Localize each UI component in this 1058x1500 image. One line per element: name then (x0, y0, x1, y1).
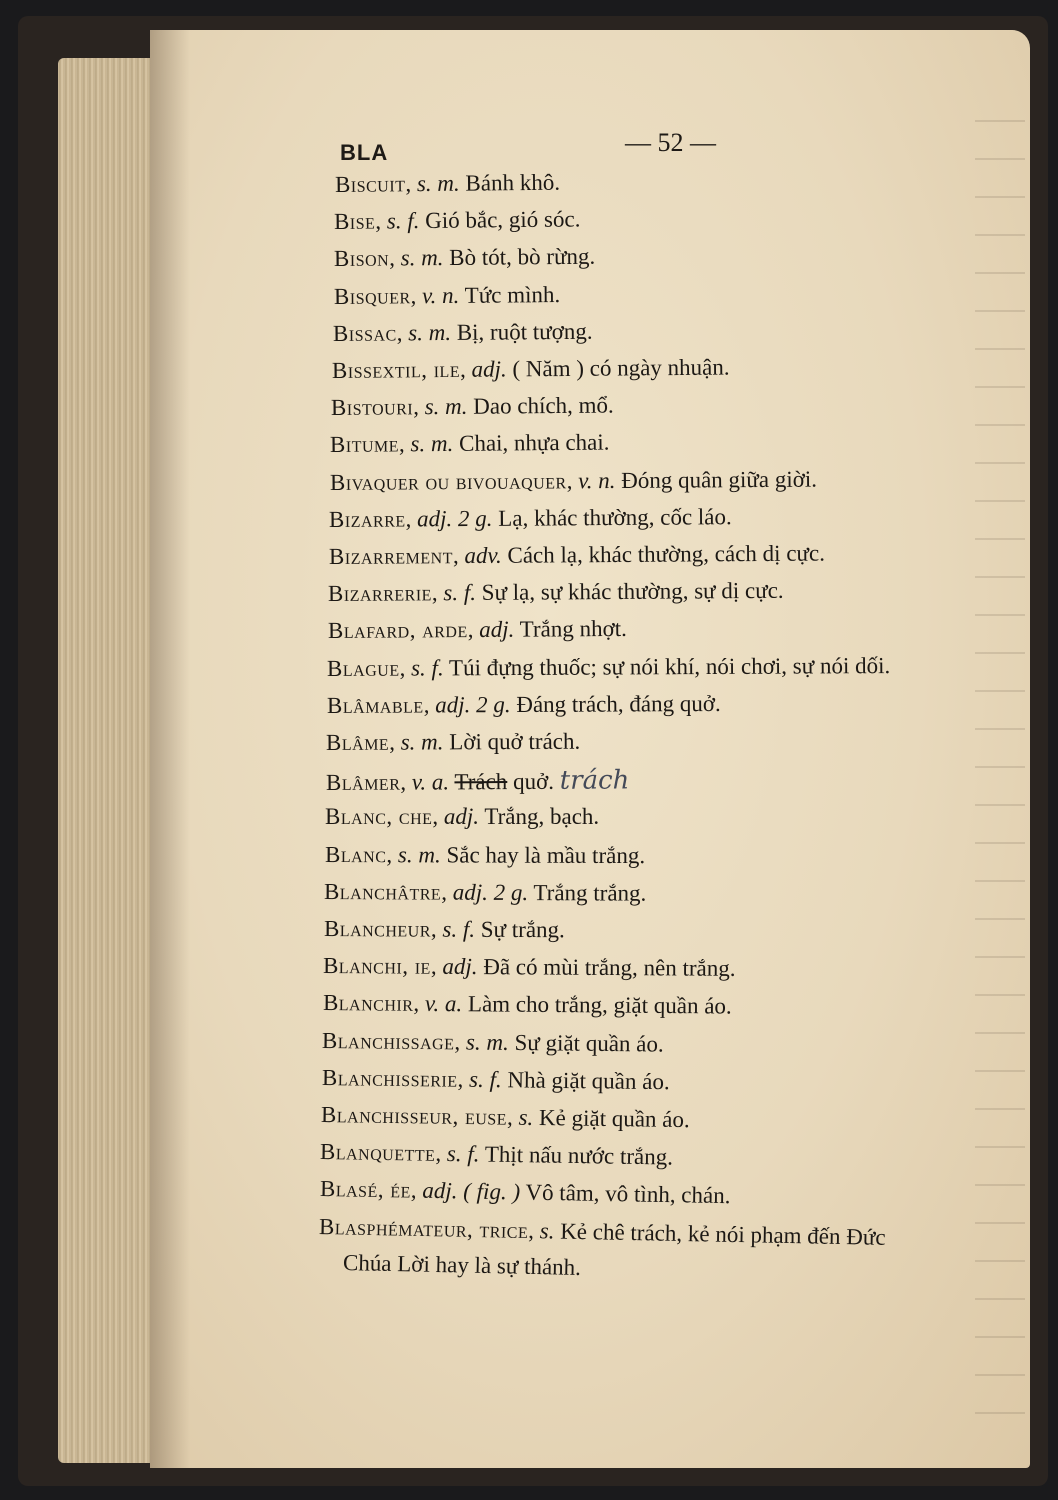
dictionary-entry: Blâmable, adj. 2 g. Đáng trách, đáng quở. (326, 690, 721, 718)
entry-grammar: adj. (443, 804, 480, 830)
dictionary-entry: Bizarrement, adv. Cách lạ, khác thường, cách dị cực. (328, 540, 825, 569)
dictionary-entry: Blâmer, v. a. Trách quở. trách (325, 765, 630, 796)
entry-definition: ( Năm ) có ngày nhuận. (512, 354, 730, 382)
entry-definition: Đóng quân giữa giời. (621, 466, 818, 493)
entry-grammar: s. f. (446, 1141, 480, 1167)
entry-headword: Blâme (325, 729, 390, 755)
dictionary-entry: Blanchisserie, s. f. Nhà giặt quần áo. (321, 1064, 670, 1095)
entry-grammar: adj. (479, 617, 515, 643)
running-header: BLA (340, 140, 389, 165)
entry-grammar: s. (518, 1104, 534, 1130)
dictionary-entry: Blanchâtre, adj. 2 g. Trắng trắng. (323, 878, 647, 906)
entry-headword: Blancheur (323, 916, 432, 942)
entry-grammar: s. m. (408, 319, 452, 346)
entry-definition: Dao chích, mổ. (473, 392, 614, 419)
dictionary-entry: Blanchir, v. a. Làm cho trắng, giặt quần áo. (322, 990, 732, 1019)
entry-definition: Tức mình. (464, 281, 561, 308)
dictionary-entry: Bitume, s. m. Chai, nhựa chai. (329, 429, 610, 458)
entry-definition: Lời quở trách. (449, 728, 581, 755)
entry-continuation: Chúa Lời hay là sự thánh. (342, 1249, 582, 1280)
entry-headword: Blanc (324, 841, 387, 867)
entry-grammar: s. m. (424, 393, 468, 420)
entry-definition: Trắng trắng. (533, 879, 647, 906)
entry-definition: Sắc hay là mầu trắng. (446, 842, 646, 868)
entry-headword: Blâmer (325, 769, 401, 796)
entry-grammar: s. m. (416, 170, 460, 197)
entry-definition: Cách lạ, khác thường, cách dị cực. (507, 540, 825, 568)
entry-definition: Đáng trách, đáng quở. (516, 690, 721, 717)
dictionary-entry: Bissac, s. m. Bị, ruột tượng. (332, 318, 593, 346)
entry-grammar: adj. (471, 356, 507, 382)
page-number: — 52 — (625, 128, 716, 157)
entry-headword: Blanchissage (321, 1027, 455, 1054)
entry-grammar: s. m. (400, 245, 444, 271)
dictionary-entry: Bissextil, ile, adj. ( Năm ) có ngày nhuận. (331, 354, 730, 383)
entry-headword: Blasé, ée (319, 1176, 412, 1203)
entry-grammar: v. a. (424, 991, 463, 1017)
entry-definition: Lạ, khác thường, cốc láo. (498, 503, 732, 531)
entry-definition: Làm cho trắng, giặt quần áo. (467, 991, 732, 1019)
entry-definition: quở. (512, 768, 555, 795)
entry-definition: Trắng, bạch. (484, 804, 600, 830)
entry-headword: Bissextil, ile (331, 356, 461, 383)
dictionary-entry: Blanchi, ie, adj. Đã có mùi trắng, nên trắng. (322, 953, 736, 982)
entry-grammar: v. a. (411, 769, 450, 795)
struck-word: Trách (454, 769, 508, 795)
dictionary-entry: Bise, s. f. Gió bắc, gió sóc. (333, 206, 581, 235)
entry-headword: Blanc, che (325, 804, 433, 830)
entry-grammar: s. (539, 1217, 555, 1244)
entry-grammar: v. n. (578, 467, 616, 493)
entry-definition: Bị, ruột tượng. (456, 318, 593, 345)
entry-grammar: s. f. (443, 580, 477, 606)
handwritten-correction: trách (559, 765, 630, 796)
entry-definition: Sự trắng. (480, 916, 565, 943)
dictionary-entry: Blanchisseur, euse, s. Kẻ giặt quần áo. (320, 1102, 690, 1133)
entry-headword: Blanchâtre (323, 878, 442, 905)
entry-headword: Blafard, arde (327, 617, 468, 644)
entry-grammar: s. m. (400, 729, 444, 755)
entry-grammar: adj. 2 g. (417, 505, 493, 532)
entry-grammar: s. f. (468, 1066, 502, 1092)
dictionary-entry: Blasé, ée, adj. ( fig. ) Vô tâm, vô tình, chán. (319, 1176, 731, 1209)
dictionary-entry: Bivaquer ou bivouaquer, v. n. Đóng quân giữa giời. (329, 466, 818, 495)
entry-grammar: adv. (464, 542, 502, 569)
entry-grammar: s. m. (397, 841, 441, 867)
entry-headword: Bizarrement (328, 543, 454, 569)
entry-headword: Blanchir (322, 990, 414, 1017)
entry-definition: Vô tâm, vô tình, chán. (525, 1179, 731, 1209)
entry-grammar: s. m. (465, 1029, 509, 1055)
entry-definition: Kẻ giặt quần áo. (538, 1105, 690, 1133)
entry-grammar: adj. 2 g. (452, 879, 529, 905)
entry-definition: Chai, nhựa chai. (458, 429, 610, 457)
entry-grammar: adj. (442, 954, 478, 980)
entry-headword: Bisquer (333, 282, 411, 309)
dictionary-entry: Blanchissage, s. m. Sự giặt quần áo. (321, 1027, 664, 1057)
entry-headword: Biscuit (334, 171, 406, 197)
entry-definition: Kẻ chê trách, kẻ nói phạm đến Đức (559, 1218, 886, 1250)
entry-headword: Blâmable (326, 692, 424, 718)
dictionary-entry: Bizarre, adj. 2 g. Lạ, khác thường, cốc láo. (328, 503, 732, 532)
entry-definition: Nhà giặt quần áo. (507, 1067, 670, 1095)
dictionary-entry: Blanc, s. m. Sắc hay là mầu trắng. (324, 841, 646, 868)
entry-headword: Bison (333, 245, 390, 272)
entry-definition: Thịt nấu nước trắng. (484, 1141, 674, 1170)
dictionary-entry: Blancheur, s. f. Sự trắng. (323, 916, 565, 943)
entry-grammar: s. f. (410, 654, 444, 681)
entry-definition: Bánh khô. (465, 169, 561, 196)
entry-headword: Blanchisseur, euse (320, 1102, 508, 1130)
entry-grammar: adj. ( fig. ) (422, 1178, 521, 1205)
dictionary-entry: Blanc, che, adj. Trắng, bạch. (325, 804, 600, 830)
entry-definition: Bò tót, bò rừng. (449, 244, 596, 271)
dictionary-entry: Blâme, s. m. Lời quở trách. (325, 728, 581, 755)
entry-headword: Bivaquer ou bivouaquer (329, 467, 567, 495)
entry-headword: Blasphémateur, trice (318, 1213, 529, 1243)
entry-definition: Sự giặt quần áo. (514, 1029, 664, 1057)
dictionary-entry: Blasphémateur, trice, s. Kẻ chê trách, kẻ nói phạm đến Đức (318, 1213, 886, 1250)
entry-definition: Túi đựng thuốc; sự nói khí, nói chơi, sự nói dối. (448, 652, 891, 680)
entry-headword: Bitume (329, 431, 400, 458)
entry-definition: Sự lạ, sự khác thường, sự dị cực. (481, 578, 784, 606)
dictionary-entry: Biscuit, s. m. Bánh khô. (334, 169, 561, 197)
entry-headword: Bissac (332, 320, 397, 346)
entry-headword: Blague (326, 655, 400, 681)
entry-definition: Gió bắc, gió sóc. (425, 206, 581, 234)
dictionary-entry: Blanquette, s. f. Thịt nấu nước trắng. (319, 1139, 674, 1170)
entry-definition: Đã có mùi trắng, nên trắng. (483, 954, 736, 982)
dictionary-entry: Bistouri, s. m. Dao chích, mổ. (330, 392, 614, 421)
entry-grammar: adj. 2 g. (435, 691, 511, 718)
entry-headword: Blanquette (319, 1139, 436, 1166)
entry-grammar: s. f. (386, 208, 420, 234)
entry-headword: Bizarre (328, 506, 406, 532)
entry-grammar: v. n. (422, 282, 460, 308)
entry-grammar: s. m. (410, 431, 454, 457)
entry-headword: Blanchisserie (321, 1064, 458, 1092)
dictionary-entry: Blafard, arde, adj. Trắng nhợt. (327, 616, 627, 644)
dictionary-entry: Blague, s. f. Túi đựng thuốc; sự nói khí, nói chơi, sự nói dối. (326, 652, 891, 681)
entry-definition: Trắng nhợt. (519, 616, 627, 643)
dictionary-entry: Bisquer, v. n. Tức mình. (333, 281, 561, 309)
entry-headword: Bizarrerie (327, 580, 432, 607)
entry-headword: Bise (333, 208, 376, 235)
entry-grammar: s. f. (442, 916, 476, 942)
entry-headword: Blanchi, ie (322, 953, 431, 979)
dictionary-entry: Bison, s. m. Bò tót, bò rừng. (333, 244, 596, 272)
entry-headword: Bistouri (330, 394, 414, 421)
dictionary-entry: Bizarrerie, s. f. Sự lạ, sự khác thường, sự dị cực. (327, 578, 784, 607)
